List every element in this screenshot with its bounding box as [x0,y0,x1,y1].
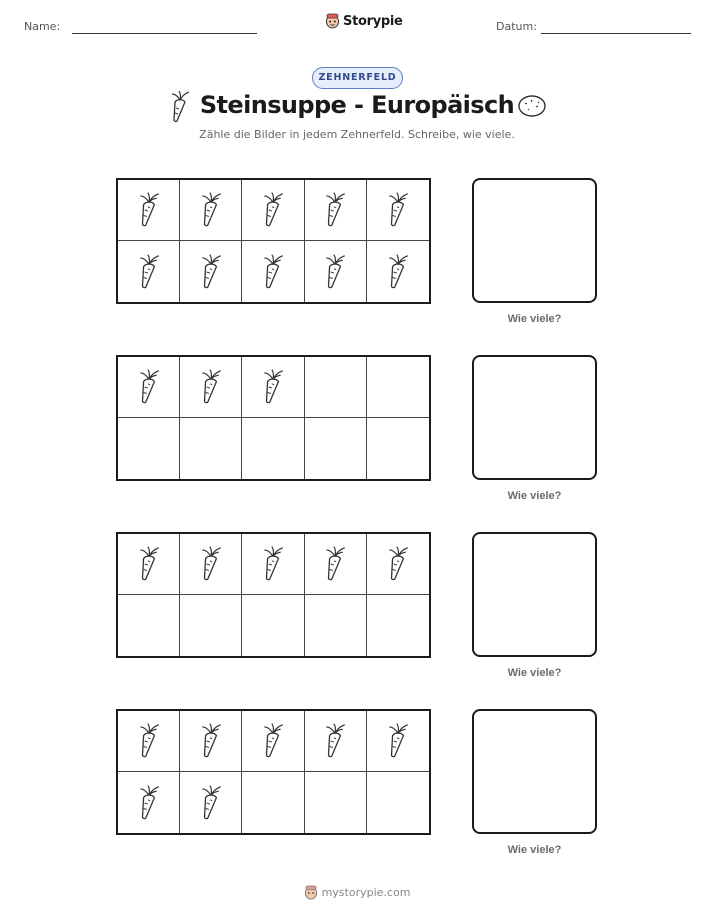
carrot-icon [136,192,162,228]
carrot-icon [136,254,162,290]
frame-cell [367,534,429,595]
answer-box-1[interactable] [472,178,597,303]
frame-cell [242,595,304,656]
frame-cell [367,418,429,479]
ten-frame-1 [116,178,431,304]
frame-cell [242,534,304,595]
carrot-icon [322,546,348,582]
name-line[interactable] [72,33,257,34]
storypie-mascot-icon [304,885,318,900]
frame-cell [118,241,180,302]
ten-frame-4 [116,709,431,835]
carrot-icon [198,369,224,405]
carrot-icon [385,192,411,228]
frame-cell [305,772,367,833]
frame-cell [305,180,367,241]
footer [0,885,714,900]
carrot-icon [260,369,286,405]
frame-cell [305,595,367,656]
brand-name: Storypie [343,13,403,29]
frame-cell [118,772,180,833]
frame-cell [180,418,242,479]
frame-cell [305,534,367,595]
name-label: Name: [24,20,61,33]
carrot-icon [198,546,224,582]
carrot-icon [260,254,286,290]
frame-cell [180,357,242,418]
carrot-icon [322,723,348,759]
carrot-icon [136,785,162,821]
frame-cell [180,241,242,302]
carrot-icon [260,723,286,759]
carrot-icon [322,192,348,228]
carrot-icon [198,785,224,821]
frame-cell [367,595,429,656]
frame-cell [367,711,429,772]
worksheet-type-badge: ZEHNERFELD [312,67,403,89]
carrot-icon [198,723,224,759]
frame-cell [367,180,429,241]
answer-label-3: Wie viele? [507,667,562,679]
frame-cell [242,180,304,241]
frame-cell [180,595,242,656]
frame-cell [242,772,304,833]
potato-icon [517,94,547,118]
carrot-icon [136,723,162,759]
carrot-icon [385,723,411,759]
carrot-icon [136,369,162,405]
frame-cell [367,241,429,302]
ten-frame-3 [116,532,431,658]
frame-cell [305,711,367,772]
frame-cell [180,711,242,772]
frame-cell [180,180,242,241]
answer-label-1: Wie viele? [507,313,562,325]
carrot-icon [198,192,224,228]
carrot-icon [260,546,286,582]
answer-box-2[interactable] [472,355,597,480]
frame-cell [118,180,180,241]
ten-frame-2 [116,355,431,481]
carrot-icon [198,254,224,290]
frame-cell [118,711,180,772]
frame-cell [118,357,180,418]
carrot-icon [385,254,411,290]
carrot-icon [260,192,286,228]
frame-cell [180,772,242,833]
date-line[interactable] [541,33,691,34]
answer-label-4: Wie viele? [507,844,562,856]
storypie-mascot-icon [325,13,340,29]
answer-box-3[interactable] [472,532,597,657]
frame-cell [118,418,180,479]
frame-cell [305,241,367,302]
instructions: Zähle die Bilder in jedem Zehnerfeld. Schreibe, wie viele. [199,128,515,141]
frame-cell [118,595,180,656]
frame-cell [242,357,304,418]
worksheet-title: Steinsuppe - Europäisch [199,91,515,119]
frame-cell [180,534,242,595]
frame-cell [305,418,367,479]
footer-url: mystorypie.com [321,886,411,899]
frame-cell [118,534,180,595]
date-label: Datum: [496,20,537,33]
frame-cell [367,357,429,418]
frame-cell [305,357,367,418]
carrot-icon [136,546,162,582]
carrot-icon [322,254,348,290]
brand-logo [325,13,403,29]
frame-cell [242,711,304,772]
answer-label-2: Wie viele? [507,490,562,502]
frame-cell [242,418,304,479]
frame-cell [367,772,429,833]
carrot-icon [385,546,411,582]
answer-box-4[interactable] [472,709,597,834]
frame-cell [242,241,304,302]
